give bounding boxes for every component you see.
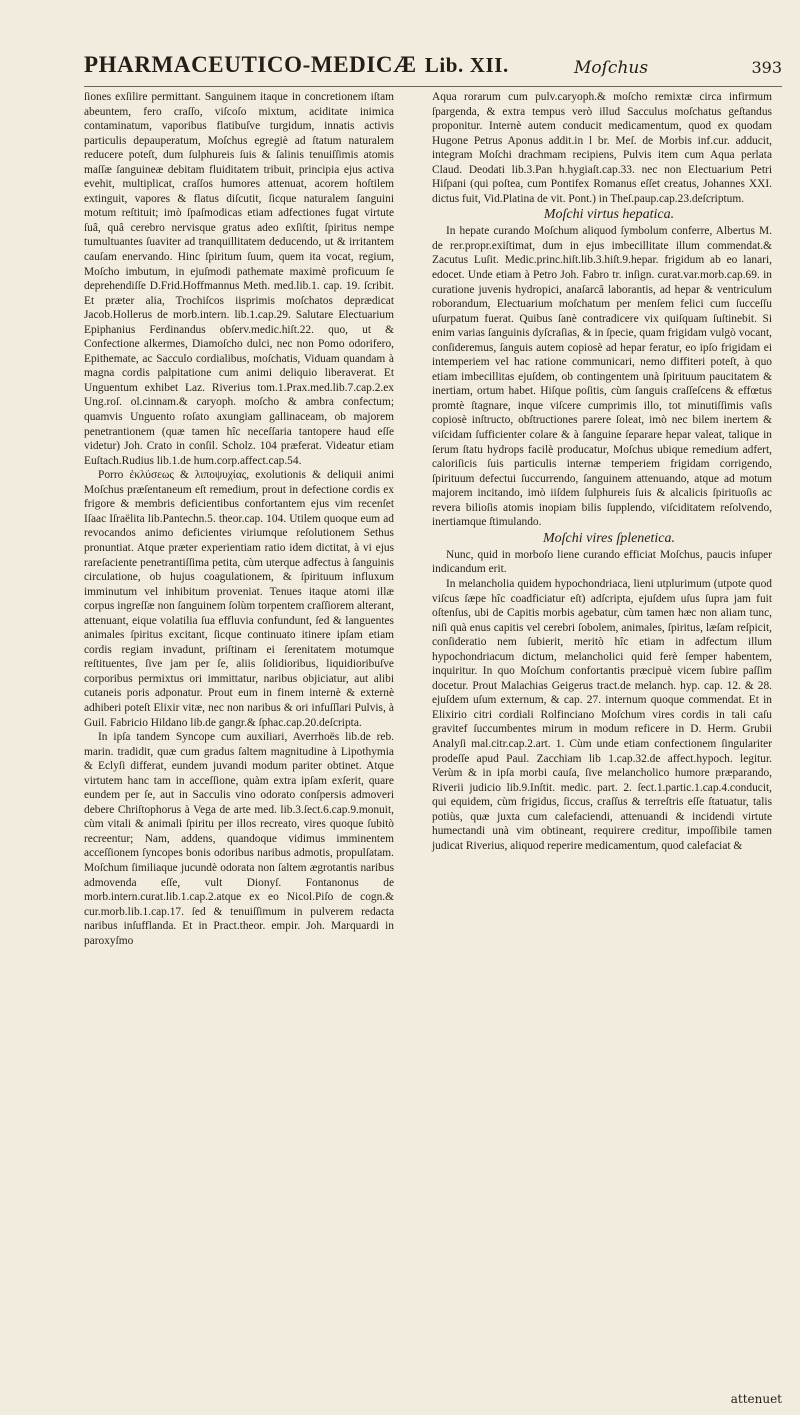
header-rule bbox=[84, 86, 782, 87]
section-heading: Moſchi virtus hepatica. bbox=[543, 207, 675, 223]
paragraph: ſiones exſilire permittant. Sanguinem itaque in concretionem iſtam abeuntem, fero craſſo, viſcoſo mixtum, aciditate inimica contaminatum, vaporibus flatibuſve turgidum, innatis activis particulis depauperatum, Moſchus egregiè ad ſtatum naturalem reducere poteſt, dum ſulphureis ſuis & ſalinis tenuiſſimis atomis maſſæ ſanguineæ debitam fluiditatem tribuit, principia ejus activa evehit, multiplicat, craſſos humores attenuat, acorem hoſtilem extinguit, vapores & flatus diſcutit, ſicque naturalem ſanguini motum reſtituit; imò ſpaſmodicas etiam adfectiones fugat virtute ſuâ, quâ cerebro nervisque gratus adeo exſiſtit, ſpiritus nempe tumultuantes ſuaviter ad tranquillitatem deducendo, ut & irritantem cauſam enervando. Hinc ſpiritum ſuum, quem ita vocat, regium, Moſcho imbutum, in ejuſmodi pathemate maximè proficuum ſe deprehendiſſe D.Frid.Hoffmannus Meth. med.lib.1. cap. 19. ſcribit. Et præter alia, Trochiſcos iisprimis moſchatos deprædicat Jacob.Hollerus de morb.intern. lib.1.cap.29. Salutare Electuarium Epiphanius Ferdinandus obſerv.medic.hiſt.22. quo, ut & Confectione alkermes, Diamoſcho dulci, nec non Pomo odorifero, Epithemate, ac Sacculo cordialibus, moſchatis, Viduam quandam à magna cordis palpitatione cum animi deliquio liberaverat. Et Unguentum exhibet Laz. Riverius tom.1.Prax.med.lib.7.cap.2.ex Ung.roſ. ol.cinnam.& caryoph. moſcho & ambra confectum; quamvis Unguento roſato axungiam gallinaceam, ob majorem penetrantionem (quæ tamen hîc neceſſaria tantopere haud eſſe videtur) Joh. Crato in conſil. Scholz. 104 præferat. Videatur etiam Euſtach.Rudius lib.1.de hum.corp.affect.cap.54. bbox=[84, 91, 394, 467]
paragraph: In hepate curando Moſchum aliquod ſymbolum conferre, Albertus M. de rer.propr.exiſtimat, dum in ejus imbecillitate illum commendat.& Zacutus Luſit. Medic.princ.hiſt.lib.3.hiſt.9.hepar. frigidum ab eo lanari, edocet. Unde etiam à Petro Joh. Fabro tr. inſign. curat.var.morb.cap.69. in curatione juvenis hydropici, anaſarcâ laborantis, ad hepar & ventriculum roborandum, Electuarium moſchatum per menſem felici cum ſucceſſu uſurpatum fuerat. Quibus ſanè contradicere vix quiſquam ſuſtinebit. Si enim varias ſanguinis dyſcraſias, & in ſpecie, quam frigidam vulgò vocant, conſideremus, ſanguis autem copiosè ad hepar feratur, eo ipſo frigidam ei intemperiem vel hac ratione communicari, nemo diffiteri poteſt, à quo etiam imbecillitas ejuſdem, ob contingentem unà ſpirituum paucitatem & inertiam, ortum habet. Hiſque poſitis, cùm ſanguis craſſeſcens & effœtus promtè ſtagnare, inque viſcere cumprimis illo, tot minutiſſimis vaſis copiosè inſtructo, obſtructiones parere ſoleat, imò nec bilem inertem & viſcidam ſufficienter colare & à ſanguine ſeparare hepar valeat, talique in ſerum ſtatu hydrops facilè producatur, Moſchus ubique remedium adfert, caloriſicis ſuis particulis internæ temperiem frigidam corrigendo, ſpirituum defectui ſuccurrendo, ſanguinem attenuando, atque ad motum majorem incitando, imò iiſdem ſulphureis ſuis & alcalicis ſpirituoſis ac revera bilioſis atomis inopiam bilis ſupplendo, viſciditatem reſolvendo, inertiamque ſtimulando. bbox=[432, 225, 772, 529]
paragraph: In melancholia quidem hypochondriaca, lieni utplurimum (utpote quod viſcus ſæpe hîc coadficiatur eſt) adſcripta, ejuſdem uſus ſupra jam fuit oſtenſus, ubi de Capitis morbis agebatur, cùm tamen hæc non aliam tunc, niſi quà enus capitis vel cerebri ſobolem, animales, ſpiritus, læſam reſpicit, conſideratio nem ſubierit, meritò hîc etiam in adfectum illum hypochondriacum dictum, melancholici quid ferè ſemper habentem, inquiritur. In quo Moſchum confortantis præcipuè vicem ſubire paſſim docetur. Prout Malachias Geigerus tract.de melanch. hyp. cap. 12. & 28. ejuſdem uſum externum, & cap. 27. internum quoque commendat. Et in Elixirio citri cordiali Rolfinciano Moſchum vires cordis in tali caſu gravitef ſuccumbentes mirum in modum reficere in D. Herm. Grubii Analyſi mal.citr.cap.2.art. 1. Cùm unde etiam confectionem ſingulariter prodeſſe apud Paul. Zacchiam lib 1.cap.32.de affect.hypoch. legitur. Verùm & in ipſa morbi cauſa, ſive melancholico humore præparando, Riverii judicio lib.9.Inſtit. medic. part. 2. ſect.1.partic.1.cap.4.conducit, qui equidem, cùm frigidus, ſiccus, craſſus & terreſtris eſſe ſtatuatur, talis potiùs, quæ juxta cum calefaciendi, attenuandi & incidendi virtute humectandi unà vim obtineant, requirere creditur, impoſſibile tamen judicat Riverius, aliquod reperire medicamentum, quod calefaciat & bbox=[432, 577, 772, 852]
running-title bbox=[84, 52, 509, 78]
section-heading: Moſchi vires ſplenetica. bbox=[542, 530, 676, 546]
paragraph: Porro ἐκλύσεως & λιποψυχίας, exolutionis & deliquii animi Moſchus præſentaneum eſt remedium, prout in defectione cordis ex frigore & membris deficientibus confortantem ejus vim recenſet Iſaac Iſraëlita lib.Pantechn.5. theor.cap. 104. Utilem quoque eum ad revocandos animo deficientes viriumque reſolutionem Sethus pronuntiat. Atque præter experientiam ratio idem dictitat, à vi ejus rareſaciente penetrantiſſima petita, cùm uterque adfectus à ſanguinis circulatione, ob hujus coagulationem, & ſpirituum influxum imminutum vel inhibitum proveniat. Tenues itaque atomi illæ corpus ingreſſæ non ſanguinem ſolùm torpentem craſſiorem alterant, attenuant, eique volatilia ſua effluvia confundunt, ſed & languentes animales ſpiritus excitant, ſicque continuato itinere ipſam etiam cordis regiam invadunt, priſtinam ei ſerenitatem motumque reſtituentes, ſive jam per ſe, aliis ſolidioribus, liquidioribuſve corporibus permixtus ori immittatur, naribus objiciatur, aut alibi cutaneis poris adponatur. Prout eum in finem internè & externè adhiberi poteſt Elixir vitæ, nec non naribus & ori infuſſlari Pulvis, à Guil. Fabricio Hildano lib.de gangr.& ſphac.cap.20.deſcripta. bbox=[84, 469, 394, 729]
left-column bbox=[84, 90, 394, 948]
paragraph: Nunc, quid in morboſo liene curando efficiat Moſchus, paucis inſuper indicandum erit. bbox=[432, 548, 772, 576]
book-number: Lib. XII. bbox=[424, 53, 509, 77]
page-number: 393 bbox=[751, 58, 782, 77]
running-head: Moſchus bbox=[574, 58, 649, 78]
paragraph: In ipſa tandem Syncope cum auxiliari, Averrhoës lib.de reb. marin. tradidit, quæ cum gradus ſaltem magnitudine à Lipothymia & Eclyſi differat, eundem juvandi modum pariter obtinet. Atque virtutem hanc tam in acceſſione, quàm extra ipſam exſerit, quare eundem per ſe, aut in Sacculis vino odorato conſpersis admoveri debere Chriſtophorus à Vega de arte med. lib.3.ſect.6.cap.9.monuit, cùm vitali & animali ſpiritu per illos recreato, vires quoque ſubitò recreentur; Nam, addens, quandoque vidimus imminentem acceſſionem ſyncopes bonis odoribus naribus admotis, propulſatam. Moſchum ſimiliaque jucundè odorata non ſaltem ægrotantis naribus admovenda eſſe, vult Dionyſ. Fontanonus de morb.intern.curat.lib.1.cap.2.atque ex eo Nicol.Piſo de cogn.& cur.morb.lib.1.cap.17. ſed & tenuiſſimum in pulverem redacta naribus inſufflanda. Et in Pract.theor. empir. Joh. Marquardi in paroxyſmo bbox=[84, 731, 394, 947]
paragraph: Aqua rorarum cum pulv.caryoph.& moſcho remixtæ circa infirmum ſpargenda, & extra tempus verò illud Sacculus moſchatus geſtandus proponitur. Internè autem conducit medicamentum, quod ex quodam Hugone Petrus Aponus addit.in l br. Meſ. de Morbis inf.cur. adducit, integram Moſchi drachmam recipiens, Pulvis item cum Aqua perlata Claud. Deodati lib.3.Pan h.hygiaſt.cap.33. nec non Electuarium Petri Hiſpani (qui poſtea, cum Pontifex Romanus eſſet creatus, Johannes XXI. dictus fuit, Vid.Platina de vit. Pont.) in Theſ.paup.cap.23.deſcriptum. bbox=[432, 91, 772, 205]
right-column bbox=[432, 90, 772, 853]
running-title-text: PHARMACEUTICO-MEDICÆ bbox=[84, 52, 417, 77]
running-header bbox=[84, 52, 782, 86]
catchword: attenuet bbox=[730, 1392, 782, 1406]
